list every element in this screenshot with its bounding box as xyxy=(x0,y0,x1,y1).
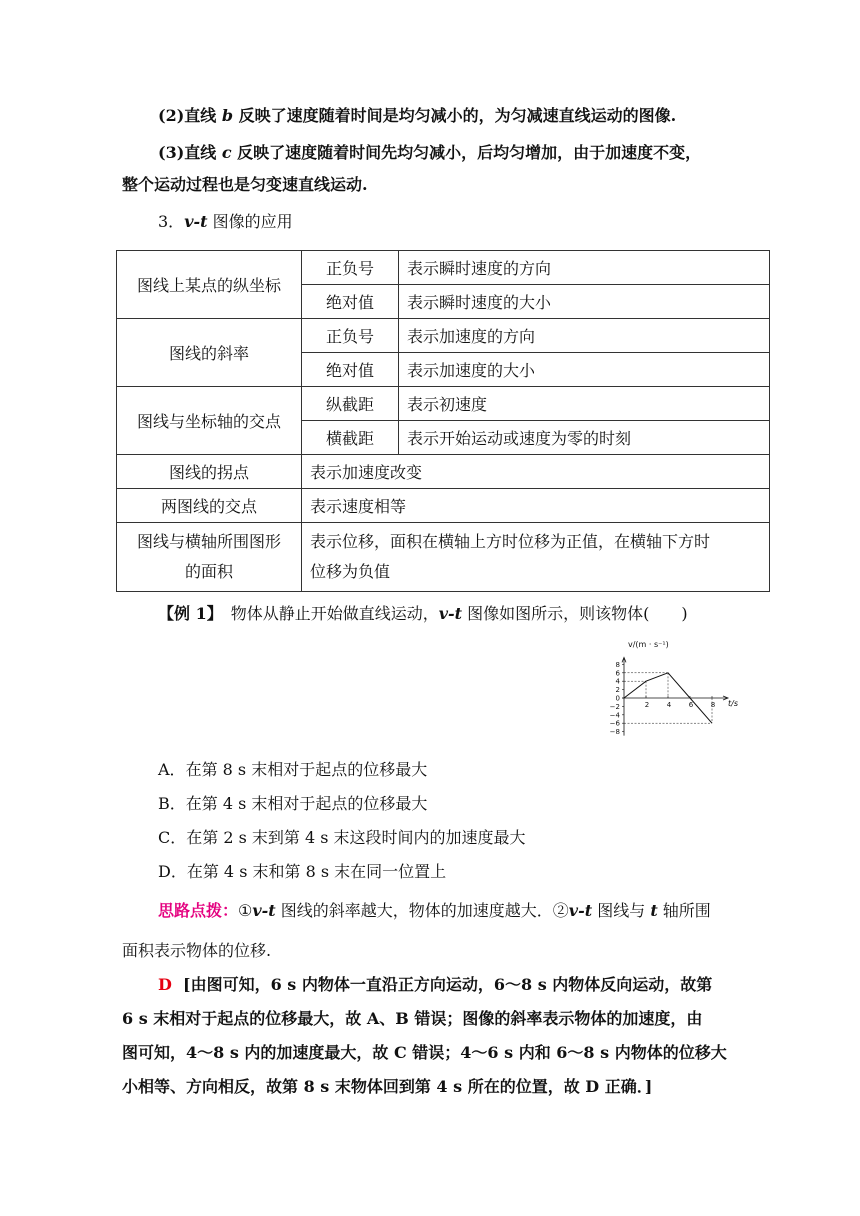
answer-line-1: D [由图可知，6 s 内物体一直沿正方向运动，6～8 s 内物体反向运动，故第 xyxy=(158,975,713,994)
table-aspect-cell: 绝对值 xyxy=(302,285,399,319)
answer-line-2: 6 s 末相对于起点的位移最大，故 A、B 错误；图像的斜率表示物体的加速度，由 xyxy=(122,1009,703,1028)
table-group-cell: 图线的拐点 xyxy=(117,455,302,489)
y-tick-label: −8 xyxy=(610,728,620,737)
x-axis-label: t/s xyxy=(728,699,738,708)
table-aspect-cell: 正负号 xyxy=(302,319,399,353)
section-heading: 3．v-t 图像的应用 xyxy=(158,212,293,231)
table-group-cell: 两图线的交点 xyxy=(117,489,302,523)
table-meaning-cell: 表示速度相等 xyxy=(302,489,770,523)
table-row xyxy=(117,251,770,285)
table-group-cell: 图线与横轴所围图形 的面积 xyxy=(117,523,302,592)
y-tick-label: 8 xyxy=(615,660,620,669)
table-row xyxy=(117,319,770,353)
option-c: C．在第 2 s 末到第 4 s 末这段时间内的加速度最大 xyxy=(158,828,526,847)
option-b: B．在第 4 s 末相对于起点的位移最大 xyxy=(158,794,428,813)
table-aspect-cell: 纵截距 xyxy=(302,387,399,421)
vt-application-table xyxy=(116,250,770,592)
line-c-paragraph: (3)直线 c 反映了速度随着时间先均匀减小，后均匀增加，由于加速度不变， xyxy=(158,143,702,162)
x-tick-label: 2 xyxy=(644,701,650,709)
table-row xyxy=(117,455,770,489)
line-c-continuation: 整个运动过程也是匀变速直线运动. xyxy=(122,175,368,194)
table-meaning-cell: 表示位移，面积在横轴上方时位移为正值，在横轴下方时 位移为负值 xyxy=(302,523,770,592)
table-aspect-cell: 正负号 xyxy=(302,251,399,285)
option-a: A．在第 8 s 末相对于起点的位移最大 xyxy=(158,760,428,779)
table-meaning-cell: 表示初速度 xyxy=(399,387,770,421)
answer-line-4: 小相等、方向相反，故第 8 s 末物体回到第 4 s 所在的位置，故 D 正确．] xyxy=(122,1077,653,1096)
table-meaning-cell: 表示加速度的方向 xyxy=(399,319,770,353)
x-tick-label: 6 xyxy=(688,701,694,709)
y-tick-label: −4 xyxy=(610,711,620,720)
table-group-cell: 图线上某点的纵坐标 xyxy=(117,251,302,319)
vt-chart xyxy=(610,636,750,746)
table-meaning-cell: 表示加速度的大小 xyxy=(399,353,770,387)
option-d: D．在第 4 s 末和第 8 s 末在同一位置上 xyxy=(158,862,447,881)
x-tick-label: 8 xyxy=(710,701,716,709)
table-aspect-cell: 绝对值 xyxy=(302,353,399,387)
answer-line-3: 图可知，4～8 s 内的加速度最大，故 C 错误；4～6 s 内和 6～8 s 内物体的位移大 xyxy=(122,1043,727,1062)
y-tick-label: 4 xyxy=(615,677,620,686)
y-tick-label: 0 xyxy=(615,694,620,703)
hint-paragraph: 思路点拨：①v-t 图线的斜率越大，物体的加速度越大．②v-t 图线与 t 轴所围 xyxy=(158,901,711,920)
table-meaning-cell: 表示开始运动或速度为零的时刻 xyxy=(399,421,770,455)
example-question: 【例 1】 物体从静止开始做直线运动，v-t 图像如图所示，则该物体( ) xyxy=(158,604,688,623)
table-group-cell: 图线的斜率 xyxy=(117,319,302,387)
y-tick-label: −6 xyxy=(610,719,620,728)
x-tick-label: 4 xyxy=(666,701,672,709)
y-axis-label: v/(m · s⁻¹) xyxy=(628,640,669,649)
table-row xyxy=(117,387,770,421)
table-meaning-cell: 表示加速度改变 xyxy=(302,455,770,489)
table-meaning-cell: 表示瞬时速度的大小 xyxy=(399,285,770,319)
y-tick-label: −2 xyxy=(610,702,620,711)
y-tick-label: 2 xyxy=(615,686,620,695)
hint-continuation: 面积表示物体的位移. xyxy=(122,941,272,960)
line-b-paragraph: (2)直线 b 反映了速度随着时间是均匀减小的，为匀减速直线运动的图像. xyxy=(158,106,677,125)
table-row xyxy=(117,489,770,523)
table-meaning-cell: 表示瞬时速度的方向 xyxy=(399,251,770,285)
y-tick-label: 6 xyxy=(615,669,620,678)
table-aspect-cell: 横截距 xyxy=(302,421,399,455)
table-row xyxy=(117,523,770,592)
table-group-cell: 图线与坐标轴的交点 xyxy=(117,387,302,455)
